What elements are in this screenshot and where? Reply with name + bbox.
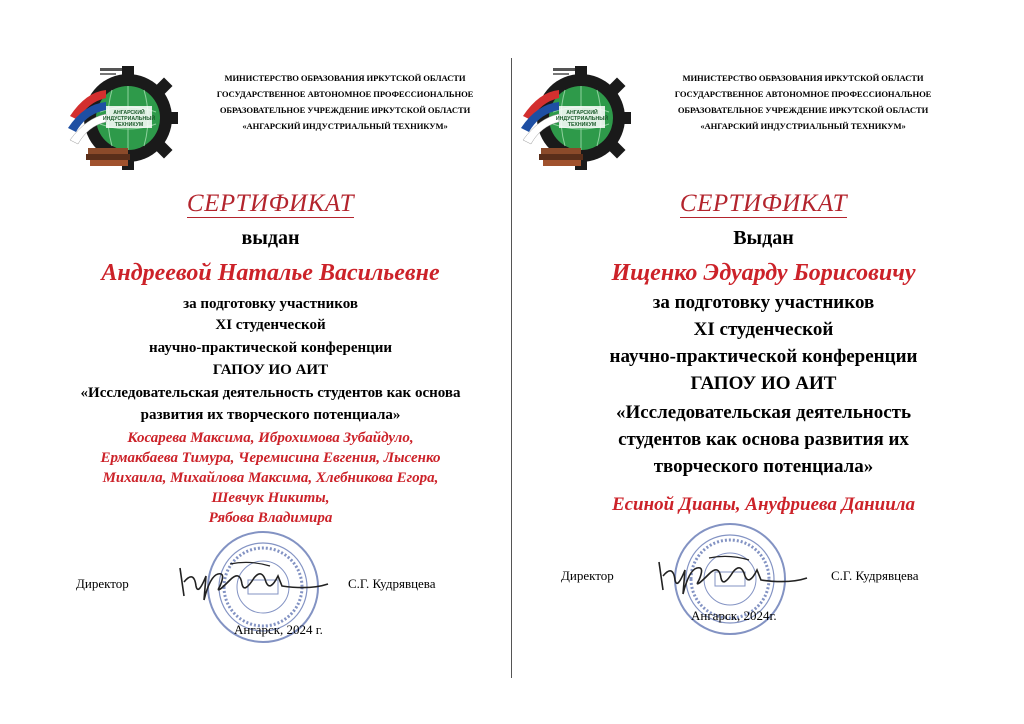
certificate-title-text: СЕРТИФИКАТ bbox=[679, 190, 848, 217]
technikum-logo-icon bbox=[519, 62, 631, 174]
recipient-name: Андреевой Наталье Васильевне bbox=[101, 260, 440, 286]
logo-text-line: ТЕХНИКУМ bbox=[567, 122, 597, 128]
org-line: МИНИСТЕРСТВО ОБРАЗОВАНИЯ ИРКУТСКОЙ ОБЛАСТИ bbox=[682, 73, 924, 83]
body-line: творческого потенциала» bbox=[653, 456, 874, 477]
logo-text-line: ТЕХНИКУМ bbox=[114, 122, 144, 128]
place-date: Ангарск, 2024 г. bbox=[234, 622, 323, 637]
logo-text-line: АНГАРСКИЙ bbox=[113, 110, 145, 116]
org-line: ОБРАЗОВАТЕЛЬНОЕ УЧРЕЖДЕНИЕ ИРКУТСКОЙ ОБЛАСТИ bbox=[677, 105, 929, 115]
issued-label: выдан bbox=[241, 227, 300, 249]
director-label: Директор bbox=[76, 576, 129, 591]
body-line: ГАПОУ ИО АИТ bbox=[212, 362, 329, 378]
body-line: развития их творческого потенциала» bbox=[140, 407, 401, 423]
body-line: за подготовку участников bbox=[183, 296, 358, 312]
org-line: «АНГАРСКИЙ ИНДУСТРИАЛЬНЫЙ ТЕХНИКУМ» bbox=[242, 121, 448, 131]
body-line: XI студенческой bbox=[693, 319, 834, 340]
body-line: научно-практической конференции bbox=[148, 340, 393, 356]
logo-text-line: ИНДУСТРИАЛЬНЫЙ bbox=[555, 116, 609, 122]
students-line: Шевчук Никиты, bbox=[211, 490, 330, 506]
organization-header bbox=[643, 70, 963, 134]
body-line: XI студенческой bbox=[215, 317, 326, 333]
place-date: Ангарск, 2024г. bbox=[691, 608, 777, 623]
org-line: ГОСУДАРСТВЕННОЕ АВТОНОМНОЕ ПРОФЕССИОНАЛЬНОЕ bbox=[216, 89, 474, 99]
org-line: ГОСУДАРСТВЕННОЕ АВТОНОМНОЕ ПРОФЕССИОНАЛЬНОЕ bbox=[674, 89, 932, 99]
body-line: студентов как основа развития их bbox=[618, 429, 909, 450]
org-line: «АНГАРСКИЙ ИНДУСТРИАЛЬНЫЙ ТЕХНИКУМ» bbox=[700, 121, 906, 131]
certificate-title bbox=[30, 190, 511, 218]
director-label: Директор bbox=[561, 568, 614, 583]
technikum-logo-icon bbox=[66, 62, 178, 174]
org-line: МИНИСТЕРСТВО ОБРАЗОВАНИЯ ИРКУТСКОЙ ОБЛАСТИ bbox=[224, 73, 466, 83]
issued-label: Выдан bbox=[733, 227, 794, 249]
logo-text-line: ИНДУСТРИАЛЬНЫЙ bbox=[102, 116, 156, 122]
certificate-title bbox=[513, 190, 1014, 218]
org-line: ОБРАЗОВАТЕЛЬНОЕ УЧРЕЖДЕНИЕ ИРКУТСКОЙ ОБЛАСТИ bbox=[219, 105, 471, 115]
body-line: ГАПОУ ИО АИТ bbox=[690, 373, 837, 394]
director-name: С.Г. Кудрявцева bbox=[348, 576, 436, 591]
director-signature-icon bbox=[649, 550, 809, 598]
body-line: за подготовку участников bbox=[652, 292, 875, 313]
students-line: Ермакбаева Тимура, Черемисина Евгения, Лысенко bbox=[100, 450, 441, 466]
body-line: «Исследовательская деятельность студентов как основа bbox=[80, 385, 461, 401]
page-divider bbox=[511, 58, 512, 678]
certificate-left bbox=[0, 0, 511, 724]
students-line: Косарева Максима, Иброхимова Зубайдуло, bbox=[127, 430, 414, 446]
director-signature-icon bbox=[170, 556, 330, 604]
director-name: С.Г. Кудрявцева bbox=[831, 568, 919, 583]
logo-text-line: АНГАРСКИЙ bbox=[566, 110, 598, 116]
organization-header bbox=[190, 70, 500, 134]
certificate-title-text: СЕРТИФИКАТ bbox=[186, 190, 355, 217]
recipient-name: Ищенко Эдуарду Борисовичу bbox=[611, 260, 916, 286]
body-line: научно-практической конференции bbox=[609, 346, 918, 367]
certificate-right bbox=[513, 0, 1024, 724]
body-line: «Исследовательская деятельность bbox=[615, 402, 912, 423]
students-line: Есиной Дианы, Ануфриева Даниила bbox=[611, 494, 916, 515]
students-line: Михаила, Михайлова Максима, Хлебникова Егора, bbox=[102, 470, 439, 486]
students-line: Рябова Владимира bbox=[208, 510, 333, 526]
